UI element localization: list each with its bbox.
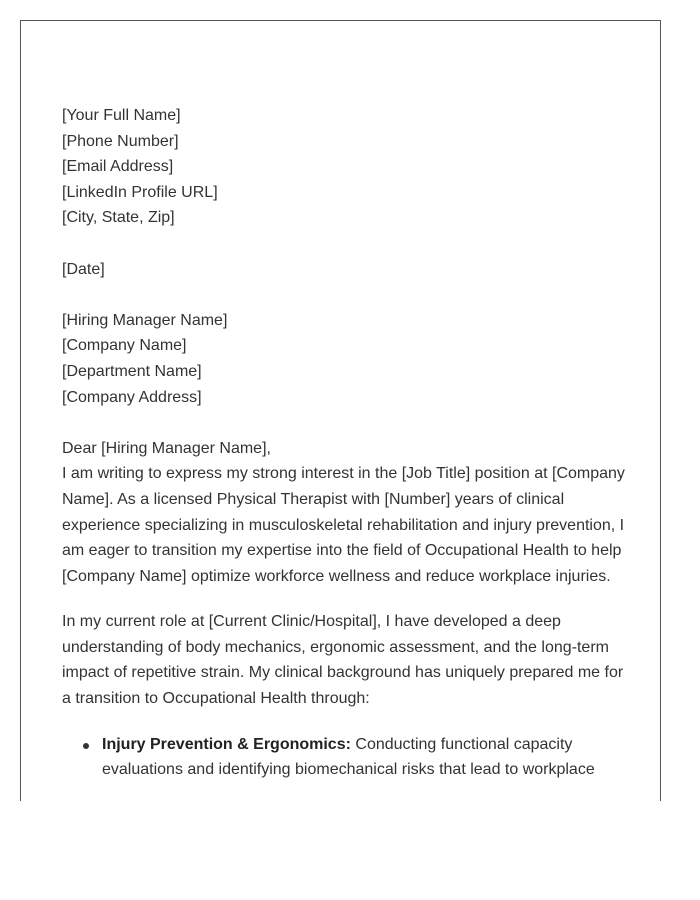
opening-paragraph-block — [62, 436, 627, 590]
list-item-text: Conducting functional capacity evaluations and identifying biomechanical risks that lead to workplace — [102, 735, 595, 779]
recipient-name: [Hiring Manager Name] — [62, 311, 228, 329]
list-item — [102, 732, 627, 783]
sender-email: [Email Address] — [62, 158, 174, 176]
cover-letter-body — [62, 103, 627, 783]
sender-name: [Your Full Name] — [62, 107, 181, 124]
sender-phone: [Phone Number] — [62, 132, 179, 150]
recipient-department: [Department Name] — [62, 362, 202, 380]
recipient-block — [62, 308, 627, 410]
recipient-address: [Company Address] — [62, 388, 202, 406]
sender-linkedin: [LinkedIn Profile URL] — [62, 183, 218, 201]
salutation: Dear [Hiring Manager Name], — [62, 439, 271, 457]
list-item-title: Injury Prevention & Ergonomics: — [102, 735, 351, 753]
paragraph-background: In my current role at [Current Clinic/Hospital], I have developed a deep understanding of body mechanics, ergonomic assessment, and the long-term impact of repetitive strain. My clinical background has uniquely prepared me for a transition to Occupational Health through: — [62, 613, 624, 708]
bullet-icon — [83, 743, 89, 749]
date-block — [62, 257, 627, 283]
sender-location: [City, State, Zip] — [62, 209, 175, 227]
sender-contact-block — [62, 103, 627, 231]
document-page — [20, 20, 661, 801]
letter-date: [Date] — [62, 260, 105, 278]
qualifications-list — [62, 732, 627, 783]
recipient-company: [Company Name] — [62, 337, 187, 355]
paragraph-intro: I am writing to express my strong interest in the [Job Title] position at [Company Name]. As a licensed Physical Therapist with [Number] years of clinical experience specializing in musculoskeletal rehabilitation and injury prevention, I am eager to transition my expertise into the field of Occupational Health to help [Company Name] optimize workforce wellness and reduce workplace injuries. — [62, 465, 625, 585]
